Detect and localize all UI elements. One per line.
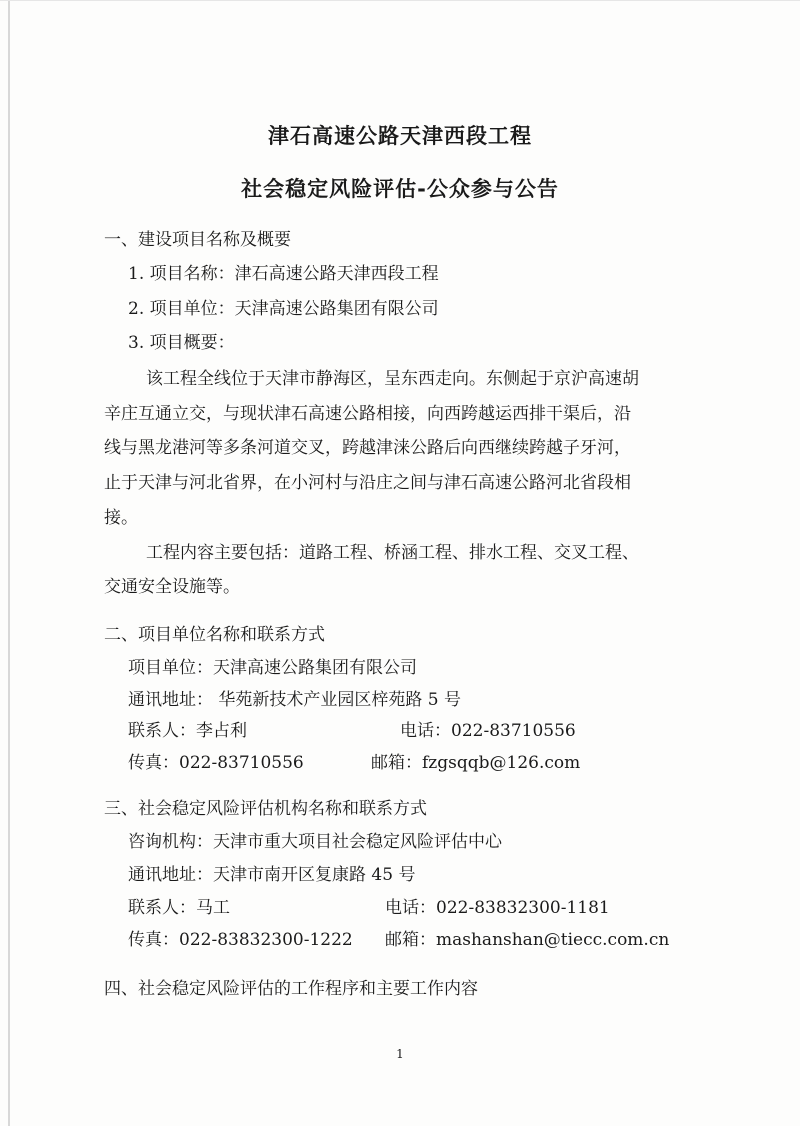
section2-phone: 电话：022-83710556	[400, 721, 576, 741]
section3-contact: 联系人：马工	[128, 898, 230, 918]
section1-item2: 2. 项目单位：天津高速公路集团有限公司	[128, 299, 439, 319]
section1-heading: 一、建设项目名称及概要	[104, 230, 291, 250]
section1-para2-line1: 工程内容主要包括：道路工程、桥涵工程、排水工程、交叉工程、	[146, 543, 639, 563]
section1-para1-line4: 止于天津与河北省界，在小河村与沿庄之间与津石高速公路河北省段相	[104, 473, 631, 493]
document-title: 津石高速公路天津西段工程	[268, 124, 532, 148]
scan-edge-top	[0, 0, 800, 1]
scan-edge	[8, 0, 10, 1126]
section4-heading: 四、社会稳定风险评估的工作程序和主要工作内容	[104, 979, 478, 999]
section2-contact: 联系人：李占利	[128, 721, 247, 741]
page-number: 1	[396, 1047, 404, 1061]
section1-item1: 1. 项目名称：津石高速公路天津西段工程	[128, 264, 439, 284]
section1-para1-line3: 线与黑龙港河等多条河道交叉，跨越津涞公路后向西继续跨越子牙河，	[104, 438, 631, 458]
section3-heading: 三、社会稳定风险评估机构名称和联系方式	[104, 799, 427, 819]
section1-item3: 3. 项目概要：	[128, 333, 235, 353]
section2-address: 通讯地址： 华苑新技术产业园区梓苑路 5 号	[128, 690, 462, 710]
section3-agency: 咨询机构：天津市重大项目社会稳定风险评估中心	[128, 832, 502, 852]
section3-address: 通讯地址：天津市南开区复康路 45 号	[128, 865, 416, 885]
section3-phone: 电话：022-83832300-1181	[385, 898, 610, 918]
section2-unit: 项目单位：天津高速公路集团有限公司	[128, 658, 417, 678]
section3-email: 邮箱：mashanshan@tiecc.com.cn	[385, 930, 670, 950]
section3-fax: 传真：022-83832300-1222	[128, 930, 353, 950]
section1-para1-line2: 辛庄互通立交，与现状津石高速公路相接，向西跨越运西排干渠后，沿	[104, 404, 631, 424]
section2-fax: 传真：022-83710556	[128, 753, 304, 773]
section1-para1-line1: 该工程全线位于天津市静海区，呈东西走向。东侧起于京沪高速胡	[146, 369, 639, 389]
section2-email: 邮箱：fzgsqqb@126.com	[371, 753, 581, 773]
section1-para1-line5: 接。	[104, 508, 138, 528]
document-subtitle: 社会稳定风险评估-公众参与公告	[241, 177, 559, 201]
section1-para2-line2: 交通安全设施等。	[104, 577, 240, 597]
section2-heading: 二、项目单位名称和联系方式	[104, 625, 325, 645]
